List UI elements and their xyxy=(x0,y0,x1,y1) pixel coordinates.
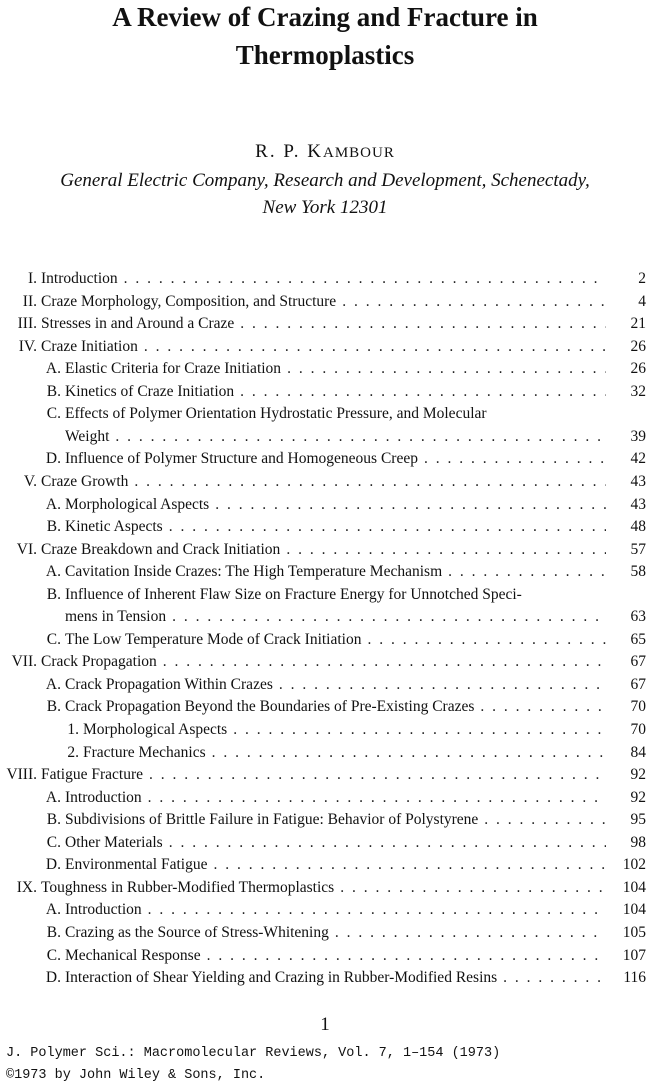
toc-leader-dots xyxy=(418,448,606,470)
author-initials: R. P. K xyxy=(255,141,323,162)
toc-leader-dots xyxy=(329,922,606,944)
toc-entry-title: Other Materials xyxy=(65,833,163,851)
toc-entry xyxy=(28,629,646,651)
affiliation-line-1: General Electric Company, Research and Development, Schenectady, xyxy=(60,170,590,191)
toc-entry xyxy=(28,516,646,538)
toc-entry-number: D. xyxy=(45,969,61,987)
toc-leader-dots xyxy=(234,313,606,335)
toc-entry-number: V. xyxy=(23,472,37,490)
toc-leader-dots xyxy=(478,809,606,831)
toc-entry-number: B. xyxy=(46,811,61,829)
toc-entry-number: C. xyxy=(46,630,61,648)
toc-entry-title: Stresses in and Around a Craze xyxy=(41,315,235,333)
toc-leader-dots xyxy=(201,945,606,967)
toc-entry-number: VII. xyxy=(11,653,37,671)
toc-leader-dots xyxy=(474,696,606,718)
toc-leader-dots xyxy=(109,426,606,448)
toc-entry xyxy=(28,561,646,583)
toc-entry-number: 2. xyxy=(67,743,79,761)
toc-entry xyxy=(28,381,646,403)
toc-entry-page: 39 xyxy=(630,427,646,445)
toc-entry xyxy=(65,426,646,448)
toc-leader-dots xyxy=(442,561,606,583)
toc-entry xyxy=(0,291,646,313)
affiliation-line-2: New York 12301 xyxy=(262,197,388,218)
toc-entry-title: Morphological Aspects xyxy=(83,721,228,738)
toc-entry-title: Weight xyxy=(65,427,110,445)
toc-leader-dots xyxy=(142,787,606,809)
toc-entry-number: A. xyxy=(45,788,61,806)
toc-entry xyxy=(0,764,646,786)
toc-entry-number: 1. xyxy=(67,721,79,738)
author-name xyxy=(0,141,650,163)
toc-entry-number: D. xyxy=(45,856,61,874)
toc-entry-number: B. xyxy=(46,698,61,716)
toc-leader-dots xyxy=(497,967,606,989)
toc-entry xyxy=(28,787,646,809)
copyright-notice: ©1973 by John Wiley & Sons, Inc. xyxy=(6,1068,266,1083)
toc-entry-number: VIII. xyxy=(6,766,37,784)
toc-entry xyxy=(28,832,646,854)
toc-entry-page: 67 xyxy=(630,675,646,693)
toc-leader-dots xyxy=(206,742,606,764)
toc-leader-dots xyxy=(207,854,606,876)
toc-entry-page: 63 xyxy=(630,608,646,626)
toc-leader-dots xyxy=(273,674,606,696)
author-surname-smallcaps: AMBOUR xyxy=(323,145,395,161)
toc-entry-title: Craze Morphology, Composition, and Structure xyxy=(41,292,337,310)
toc-entry-number: C. xyxy=(46,946,61,964)
toc-entry-title: Craze Growth xyxy=(41,472,129,490)
toc-entry-page: 26 xyxy=(630,360,646,378)
toc-entry xyxy=(65,606,646,628)
toc-entry-title: mens in Tension xyxy=(65,608,167,626)
toc-entry-number: B. xyxy=(46,518,61,536)
toc-entry-page: 43 xyxy=(630,495,646,513)
toc-entry-title: Kinetic Aspects xyxy=(65,518,163,536)
toc-entry-number: A. xyxy=(45,563,61,581)
toc-entry-title: Morphological Aspects xyxy=(65,495,210,513)
toc-entry-page: 102 xyxy=(622,856,646,874)
toc-entry-number: IV. xyxy=(18,337,37,355)
toc-entry xyxy=(28,403,646,425)
toc-entry-title: Introduction xyxy=(41,270,118,287)
toc-entry-title: Effects of Polymer Orientation Hydrostatic Pressure, and Molecular xyxy=(65,405,487,423)
toc-leader-dots xyxy=(166,606,606,628)
toc-leader-dots xyxy=(234,381,606,403)
toc-entry-number: IX. xyxy=(16,878,37,896)
toc-entry-page: 67 xyxy=(630,653,646,671)
toc-entry-page: 92 xyxy=(630,766,646,784)
toc-entry-page: 104 xyxy=(622,901,646,919)
toc-entry-title: Introduction xyxy=(65,901,142,919)
page-number: 1 xyxy=(320,1014,330,1035)
toc-leader-dots xyxy=(128,471,606,493)
toc-entry-page: 84 xyxy=(630,743,646,761)
toc-entry xyxy=(0,651,646,673)
toc-entry-page: 107 xyxy=(622,946,646,964)
toc-entry xyxy=(0,313,646,335)
toc-entry-page: 116 xyxy=(623,969,646,987)
toc-entry-number: VI. xyxy=(16,540,37,558)
toc-entry-page: 58 xyxy=(630,563,646,581)
toc-leader-dots xyxy=(163,832,606,854)
toc-entry-page: 70 xyxy=(630,721,646,738)
toc-entry-title: Crazing as the Source of Stress-Whitening xyxy=(65,923,329,941)
toc-entry-title: Interaction of Shear Yielding and Crazing in Rubber-Modified Resins xyxy=(65,969,498,987)
title-line-2: Thermoplastics xyxy=(235,40,415,70)
toc-entry-title: Fracture Mechanics xyxy=(83,743,206,761)
toc-entry-number: A. xyxy=(45,901,61,919)
toc-entry-number: III. xyxy=(17,315,37,333)
toc-entry-page: 43 xyxy=(630,472,646,490)
toc-entry-page: 70 xyxy=(630,698,646,716)
toc-entry-number: A. xyxy=(45,360,61,378)
toc-entry-title: Environmental Fatigue xyxy=(65,856,208,874)
toc-entry-title: Subdivisions of Brittle Failure in Fatigue: Behavior of Polystyrene xyxy=(65,811,479,829)
toc-leader-dots xyxy=(227,719,606,741)
toc-entry-title: Craze Initiation xyxy=(41,337,138,355)
toc-entry xyxy=(28,854,646,876)
toc-leader-dots xyxy=(142,899,606,921)
toc-entry xyxy=(0,471,646,493)
toc-entry-page: 105 xyxy=(622,923,646,941)
title-line-1: A Review of Crazing and Fracture in xyxy=(112,2,538,32)
toc-leader-dots xyxy=(157,651,606,673)
toc-entry xyxy=(0,539,646,561)
toc-entry-page: 65 xyxy=(630,630,646,648)
toc-entry-page: 42 xyxy=(630,450,646,468)
toc-entry-title: Mechanical Response xyxy=(65,946,201,964)
toc-entry xyxy=(28,448,646,470)
toc-entry-page: 95 xyxy=(630,811,646,829)
toc-entry-page: 21 xyxy=(630,315,646,333)
toc-leader-dots xyxy=(143,764,606,786)
toc-entry-number: C. xyxy=(46,405,61,423)
toc-entry xyxy=(28,358,646,380)
toc-entry-page: 26 xyxy=(630,337,646,355)
toc-entry-number: II. xyxy=(22,292,37,310)
toc-entry xyxy=(46,719,646,741)
toc-leader-dots xyxy=(334,877,606,899)
toc-entry-title: Kinetics of Craze Initiation xyxy=(65,382,235,400)
toc-entry-title: Crack Propagation Beyond the Boundaries of Pre-Existing Crazes xyxy=(65,698,475,716)
toc-entry-number: A. xyxy=(45,675,61,693)
toc-leader-dots xyxy=(281,358,606,380)
journal-citation: J. Polymer Sci.: Macromolecular Reviews, Vol. 7, 1–154 (1973) xyxy=(6,1046,501,1061)
toc-entry xyxy=(28,494,646,516)
toc-entry-title: The Low Temperature Mode of Crack Initiation xyxy=(65,630,362,648)
toc-entry xyxy=(28,696,646,718)
toc-entry-number: B. xyxy=(46,923,61,941)
toc-entry-number: B. xyxy=(46,585,61,603)
toc-entry-title: Fatigue Fracture xyxy=(41,766,144,784)
toc-entry xyxy=(28,674,646,696)
toc-entry-number: D. xyxy=(45,450,61,468)
toc-entry xyxy=(0,877,646,899)
toc-entry xyxy=(28,584,646,606)
toc-entry-title: Crack Propagation xyxy=(41,653,157,671)
toc-entry xyxy=(28,967,646,989)
toc-entry-title: Craze Breakdown and Crack Initiation xyxy=(41,540,281,558)
toc-entry-title: Toughness in Rubber-Modified Thermoplastics xyxy=(41,878,335,896)
toc-leader-dots xyxy=(138,336,606,358)
toc-leader-dots xyxy=(336,291,606,313)
toc-leader-dots xyxy=(361,629,606,651)
toc-entry xyxy=(28,922,646,944)
toc-leader-dots xyxy=(280,539,606,561)
toc-entry-page: 104 xyxy=(622,878,646,896)
toc-entry-number: C. xyxy=(46,833,61,851)
toc-entry xyxy=(0,268,646,290)
toc-entry-number: A. xyxy=(45,495,61,513)
toc-leader-dots xyxy=(209,494,606,516)
toc-entry xyxy=(28,899,646,921)
toc-entry-page: 2 xyxy=(638,270,646,287)
toc-entry-page: 57 xyxy=(630,540,646,558)
toc-entry-title: Influence of Inherent Flaw Size on Fracture Energy for Unnotched Speci- xyxy=(65,585,522,603)
toc-entry xyxy=(28,945,646,967)
toc-entry-page: 32 xyxy=(630,382,646,400)
toc-entry-page: 98 xyxy=(630,833,646,851)
toc-entry xyxy=(46,742,646,764)
toc-leader-dots xyxy=(163,516,606,538)
toc-entry-title: Crack Propagation Within Crazes xyxy=(65,675,273,693)
toc-leader-dots xyxy=(118,268,606,290)
toc-entry-number: I. xyxy=(27,270,37,287)
toc-entry-title: Cavitation Inside Crazes: The High Temperature Mechanism xyxy=(65,563,443,581)
toc-entry-number: B. xyxy=(46,382,61,400)
toc-entry-title: Influence of Polymer Structure and Homogeneous Creep xyxy=(65,450,418,468)
toc-entry-title: Elastic Criteria for Craze Initiation xyxy=(65,360,282,378)
toc-entry-page: 4 xyxy=(638,292,646,310)
toc-entry xyxy=(0,336,646,358)
toc-entry-page: 92 xyxy=(630,788,646,806)
toc-entry-page: 48 xyxy=(630,518,646,536)
toc-entry xyxy=(28,809,646,831)
toc-entry-title: Introduction xyxy=(65,788,142,806)
